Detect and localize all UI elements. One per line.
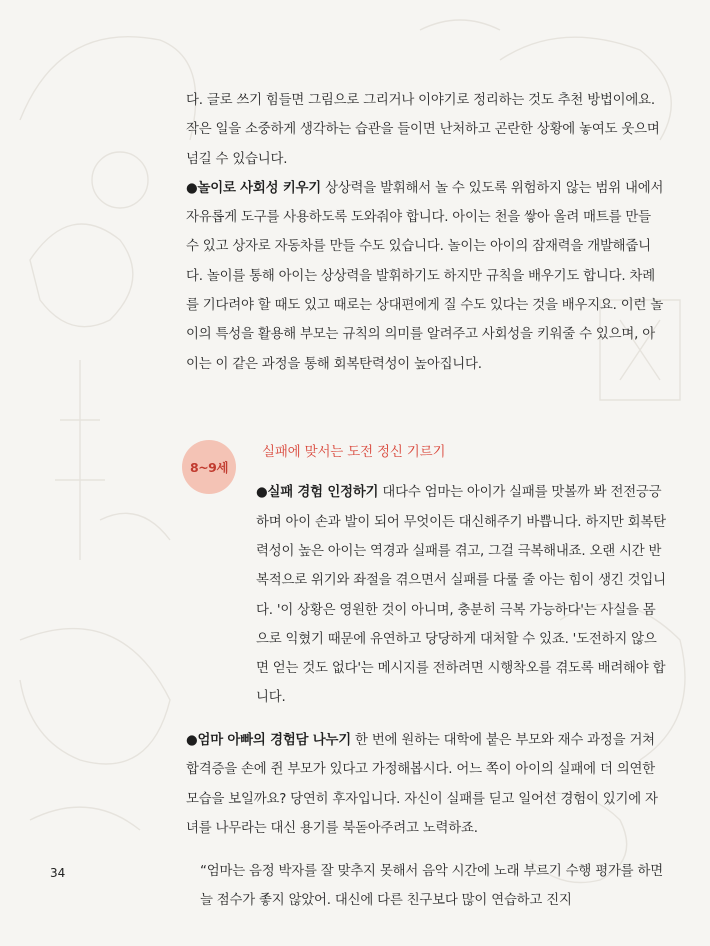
bullet-heading-parents: ●엄마 아빠의 경험담 나누기: [186, 733, 351, 749]
paragraph-closing: 다. 글로 쓰기 힘들면 그림으로 그리거나 이야기로 정리하는 것도 추천 방법이에요. 작은 일을 소중하게 생각하는 습관을 들이면 난처하고 곤란한 상황에 놓여도 웃으며 넘길 수 있습니다.: [186, 93, 660, 167]
body-text-section: [186, 465, 666, 929]
section-title: 실패에 맞서는 도전 정신 기르기: [262, 444, 446, 460]
paragraph-failure: [186, 478, 666, 712]
paragraph-parents-story: [186, 726, 666, 843]
bullet-heading-play: ●놀이로 사회성 키우기: [186, 180, 322, 196]
quote-paragraph: “엄마는 음정 박자를 잘 맞추지 못해서 음악 시간에 노래 부르기 수행 평가를 하면 늘 점수가 좋지 않았어. 대신에 다른 친구보다 많이 연습하고 진지: [200, 863, 663, 909]
paragraph-body-failure: 대다수 엄마는 아이가 실패를 맛볼까 봐 전전긍긍하며 아이 손과 발이 되어 무엇이든 대신해주기 바쁩니다. 하지만 회복탄력성이 높은 아이는 역경과 실패를 겪고, 그걸 극복해내죠. 오랜 시간 반복적으로 위기와 좌절을 겪으면서 실패를 다룰 줄 아는 힘이 생긴 것입니다. '이 상황은 영원한 것이 아니며, 충분히 극복 가능하다'는 사실을 몸으로 익혔기 때문에 유연하고 당당하게 대처할 수 있죠. '도전하지 않으면 얻는 것도 없다'는 메시지를 전하려면 시행착오를 겪도록 배려해야 합니다.: [256, 485, 666, 706]
page-number: 34: [50, 866, 66, 880]
bullet-heading-failure: ●실패 경험 인정하기: [256, 485, 379, 501]
paragraph-body-parents: 한 번에 원하는 대학에 붙은 부모와 재수 과정을 거쳐 합격증을 손에 쥔 부모가 있다고 가정해봅시다. 어느 쪽이 아이의 실패에 더 의연한 모습을 보일까요? 당연히 후자입니다. 자신이 실패를 딛고 일어선 경험이 있기에 자녀를 나무라는 대신 용기를 북돋아주려고 노력하죠.: [186, 733, 658, 837]
paragraph-body-play: 상상력을 발휘해서 놀 수 있도록 위험하지 않는 범위 내에서 자유롭게 도구를 사용하도록 도와줘야 합니다. 아이는 천을 쌓아 올려 매트를 만들 수 있고 상자로 자동차를 만들 수도 있습니다. 놀이는 아이의 잠재력을 개발해줍니다. 놀이를 통해 아이는 상상력을 발휘하기도 하지만 규칙을 배우기도 합니다. 차례를 기다려야 할 때도 있고 때로는 상대편에게 질 수도 있다는 것을 배우지요. 이런 놀이의 특성을 활용해 부모는 규칙의 의미를 알려주고 사회성을 키워줄 수 있으며, 아이는 이 같은 과정을 통해 회복탄력성이 높아집니다.: [186, 180, 664, 372]
paragraph-play-social: [186, 174, 666, 379]
body-text-top: [186, 86, 666, 379]
age-badge: 8~9세: [182, 440, 236, 494]
